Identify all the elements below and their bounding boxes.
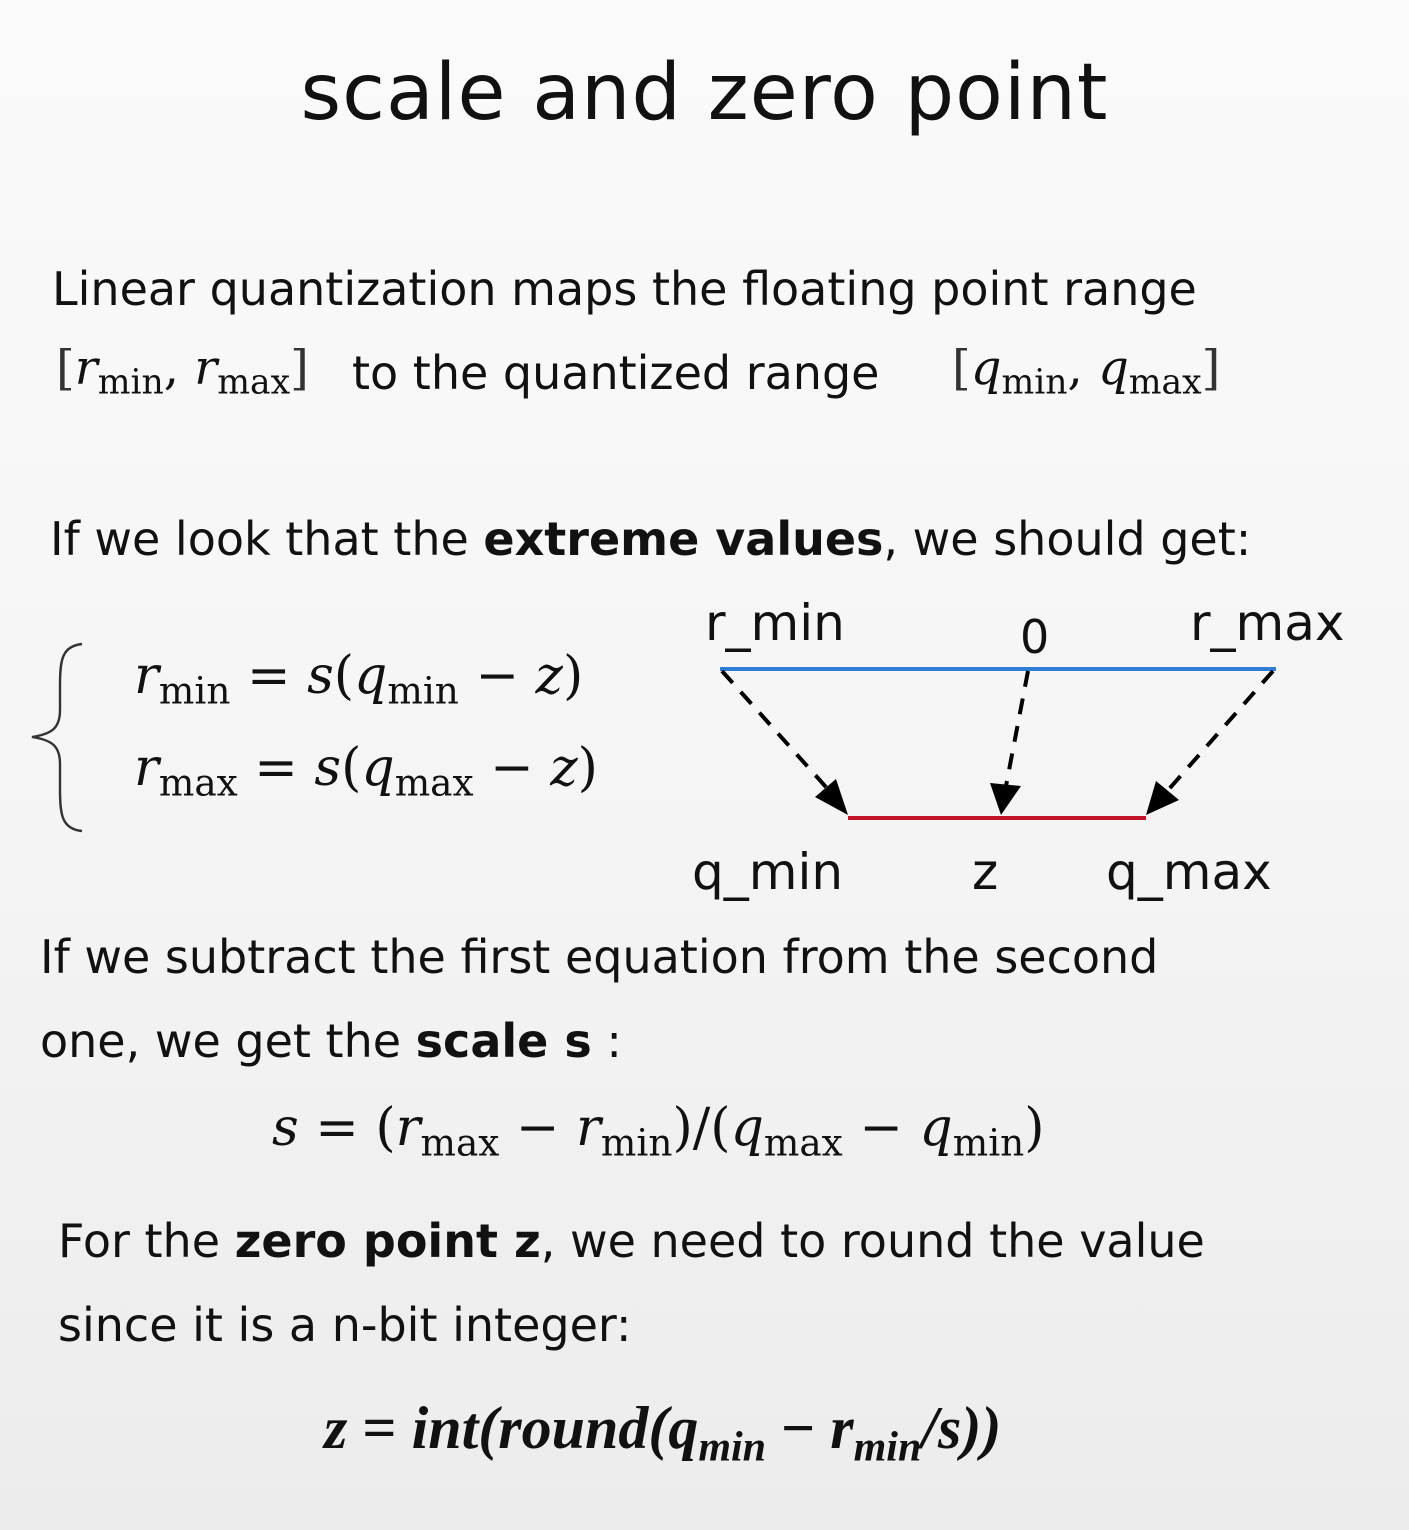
extreme-values-line: If we look that the extreme values, we should get: [50, 512, 1252, 566]
label-q-min: q_min [692, 843, 844, 901]
zero-point-formula: $z = int(round(q_{min} - r_{min}/s))$ [324, 1395, 1002, 1471]
zero-point-line-2: since it is a n-bit integer: [58, 1298, 632, 1352]
intro-line-2: to the quantized range [352, 346, 880, 400]
arrowhead-z [990, 783, 1021, 815]
intro-line-1: Linear quantization maps the floating point range [52, 262, 1197, 316]
arrow-rmin-to-qmin [722, 671, 834, 796]
label-q-max: q_max [1106, 843, 1272, 901]
equation-r-max: $r_{max} = s(q_{max} - z)$ [134, 738, 598, 805]
arrow-rmax-to-qmax [1162, 671, 1273, 797]
label-zero: 0 [1020, 610, 1050, 664]
scale-formula: $s = (r_{max} - r_{min})/(q_{max} - q_{min})$ [272, 1098, 1045, 1165]
label-z: z [972, 843, 999, 901]
label-r-max: r_max [1190, 594, 1345, 652]
equation-r-min: $r_{min} = s(q_{min} - z)$ [134, 646, 584, 713]
q-range: [$q_{min}$, $q_{max}$] [952, 340, 1221, 403]
zero-point-line-1: For the zero point z, we need to round the value [58, 1214, 1205, 1268]
arrowhead-qmin [815, 779, 848, 815]
label-r-min: r_min [705, 594, 845, 652]
subtract-line-1: If we subtract the first equation from the second [40, 930, 1159, 984]
subtract-line-2: one, we get the scale s : [40, 1014, 622, 1068]
page-title: scale and zero point [300, 48, 1109, 138]
r-range: [$r_{min}$, $r_{max}$] [56, 340, 309, 403]
arrow-zero-to-z [1006, 671, 1028, 786]
